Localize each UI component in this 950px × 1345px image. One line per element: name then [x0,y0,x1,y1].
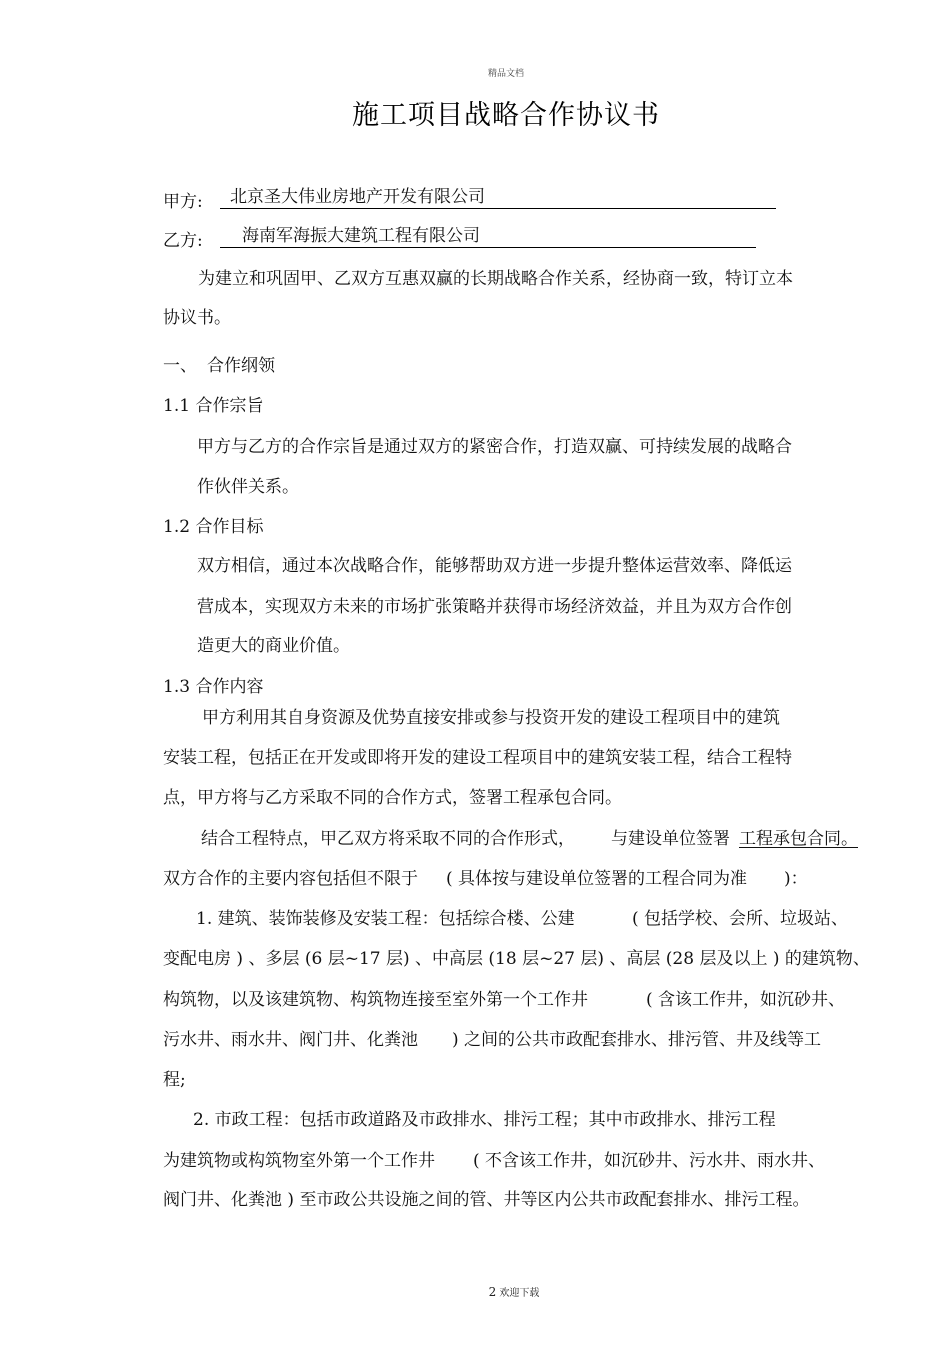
paragraph-line: 安装工程，包括正在开发或即将开发的建设工程项目中的建筑安装工程，结合工程特 [163,748,792,768]
page-title: 施工项目战略合作协议书 [352,100,660,131]
subsection-heading: 1.3 合作内容 [163,677,264,697]
list-item: 为建筑物或构筑物室外第一个工作井 [163,1151,435,1171]
list-item: 2. 市政工程：包括市政道路及市政排水、排污工程；其中市政排水、排污工程 [193,1110,776,1130]
party-a-label: 甲方: [163,192,203,212]
paragraph-line: 作伙伴关系。 [197,477,299,497]
paragraph-line: 结合工程特点，甲乙双方将采取不同的合作形式， [201,829,575,849]
footer-text: 欢迎下载 [499,1288,540,1299]
intro-line: 为建立和巩固甲、乙双方互惠双赢的长期战略合作关系，经协商一致，特订立本 [198,269,793,289]
party-b-name: 海南军海振大建筑工程有限公司 [242,226,480,246]
underlined-text: 工程承包合同。 [739,829,858,849]
paragraph-line: ( 具体按与建设单位签署的工程合同为准 [446,869,748,889]
list-item: ) 之间的公共市政配套排水、排污管、井及线等工 [452,1030,822,1050]
list-item: ( 含该工作井，如沉砂井、 [646,990,846,1010]
section-heading: 合作纲领 [207,356,275,376]
section-number: 一、 [163,356,197,376]
list-item: ( 不含该工作井，如沉砂井、污水井、雨水井、 [473,1151,826,1171]
list-item: 构筑物，以及该建筑物、构筑物连接至室外第一个工作井 [163,990,588,1010]
paragraph-line: 甲方利用其自身资源及优势直接安排或参与投资开发的建设工程项目中的建筑 [202,708,780,728]
paragraph-line: 造更大的商业价值。 [197,636,350,656]
party-a-name: 北京圣大伟业房地产开发有限公司 [230,187,485,207]
intro-line: 协议书。 [163,308,231,328]
paragraph-line: )： [784,869,808,889]
party-b-field [220,225,756,248]
list-item: 阀门井、化粪池 ) 至市政公共设施之间的管、井等区内公共市政配套排水、排污工程。 [163,1190,810,1210]
paragraph-line: 甲方与乙方的合作宗旨是通过双方的紧密合作，打造双赢、可持续发展的战略合 [197,437,792,457]
list-item: ( 包括学校、会所、垃圾站、 [632,909,849,929]
list-item: 程; [163,1070,186,1090]
paragraph-line: 营成本，实现双方未来的市场扩张策略并获得市场经济效益，并且为双方合作创 [197,597,792,617]
paragraph-line: 双方相信，通过本次战略合作，能够帮助双方进一步提升整体运营效率、降低运 [197,556,792,576]
subsection-heading: 1.1 合作宗旨 [163,396,264,416]
subsection-heading: 1.2 合作目标 [163,517,264,537]
list-item: 1. 建筑、装饰装修及安装工程：包括综合楼、公建 [196,909,575,929]
header-note: 精品文档 [487,69,524,79]
paragraph-line: 与建设单位签署 [611,829,730,849]
paragraph-line: 点，甲方将与乙方采取不同的合作方式，签署工程承包合同。 [163,788,622,808]
party-b-label: 乙方: [163,231,203,251]
list-item: 变配电房 ) 、多层 (6 层~17 层) 、中高层 (18 层~27 层) 、高层 (28 层及以上 ) 的建筑物、 [163,949,870,969]
page-number: 2 [488,1285,497,1299]
party-a-field [220,186,776,209]
page-footer [0,1284,950,1299]
paragraph-line: 双方合作的主要内容包括但不限于 [163,869,418,889]
list-item: 污水井、雨水井、阀门井、化粪池 [163,1030,418,1050]
